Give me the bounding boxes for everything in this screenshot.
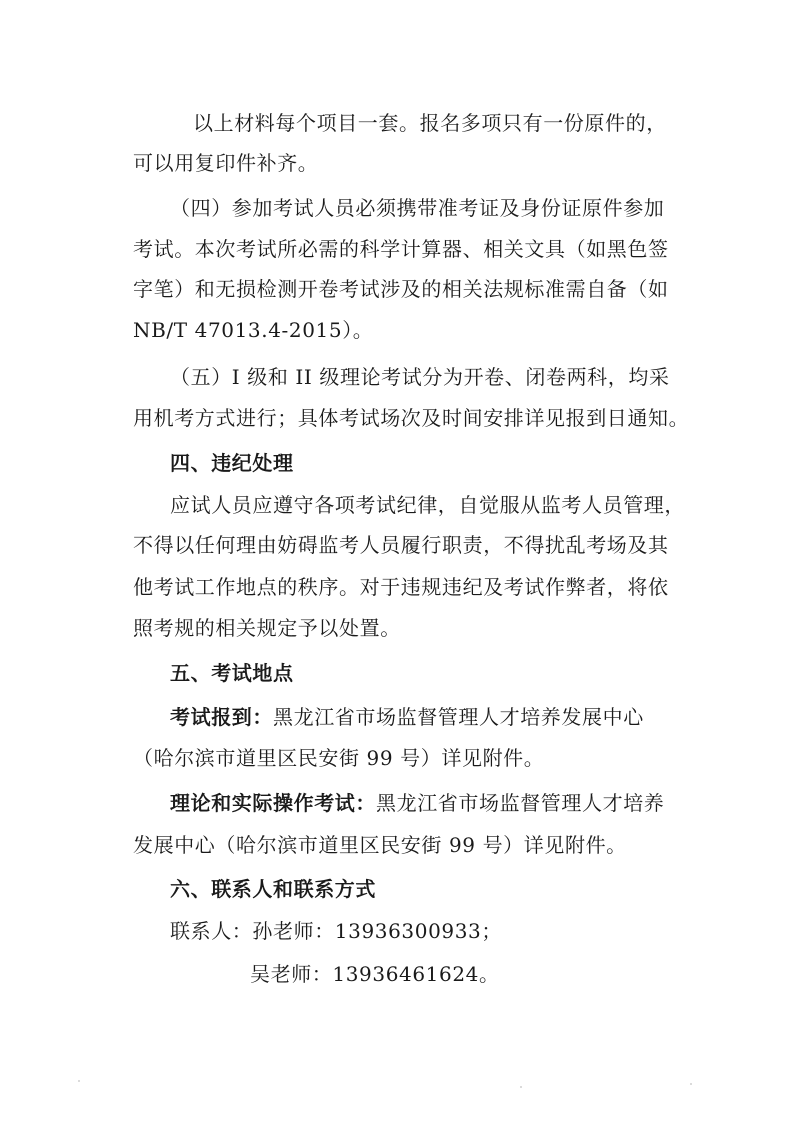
scan-speck — [690, 1083, 692, 1085]
section4-line-1: 应试人员应遵守各项考试纪律，自觉服从监考人员管理， — [170, 493, 685, 517]
section4-line-3: 他考试工作地点的秩序。对于违规违纪及考试作弊者，将依 — [133, 575, 669, 599]
materials-line-2: 可以用复印件补齐。 — [133, 151, 319, 175]
checkin-location: 黑龙江省市场监督管理人才培养发展中心 — [273, 705, 644, 729]
exam-line-1 — [170, 790, 664, 816]
section4-line-4: 照考规的相关规定予以处置。 — [133, 616, 401, 640]
scan-speck — [78, 1080, 80, 1082]
item4-line-3: 字笔）和无损检测开卷考试涉及的相关法规标准需自备（如 — [133, 277, 669, 301]
section6-heading: 六、联系人和联系方式 — [170, 877, 376, 901]
checkin-line-2: （哈尔滨市道里区民安街 99 号）详见附件。 — [133, 746, 545, 770]
section5-heading: 五、考试地点 — [170, 661, 294, 685]
item4-line-2: 考试。本次考试所必需的科学计算器、相关文具（如黑色签 — [133, 237, 669, 261]
item4-line-1: （四）参加考试人员必须携带准考证及身份证原件参加 — [170, 196, 665, 220]
item5-line-2: 用机考方式进行；具体考试场次及时间安排详见报到日通知。 — [133, 406, 690, 430]
item5-line-1: （五）I 级和 II 级理论考试分为开卷、闭卷两科，均采 — [170, 365, 670, 389]
contact-line-1: 联系人：孙老师：13936300933； — [170, 919, 502, 943]
item4-line-4: NB/T 47013.4-2015）。 — [133, 318, 374, 342]
checkin-line-1 — [170, 704, 644, 730]
exam-line-2: 发展中心（哈尔滨市道里区民安街 99 号）详见附件。 — [133, 833, 627, 857]
checkin-label: 考试报到： — [170, 705, 273, 729]
section4-heading: 四、违纪处理 — [170, 451, 294, 475]
exam-label: 理论和实际操作考试： — [170, 791, 376, 815]
scan-speck — [520, 1086, 522, 1088]
materials-line-1: 以上材料每个项目一套。报名多项只有一份原件的， — [193, 111, 667, 135]
contact-line-2: 吴老师：13936461624。 — [250, 962, 500, 986]
section4-line-2: 不得以任何理由妨碍监考人员履行职责，不得扰乱考场及其 — [133, 533, 669, 557]
exam-location: 黑龙江省市场监督管理人才培养 — [376, 791, 665, 815]
